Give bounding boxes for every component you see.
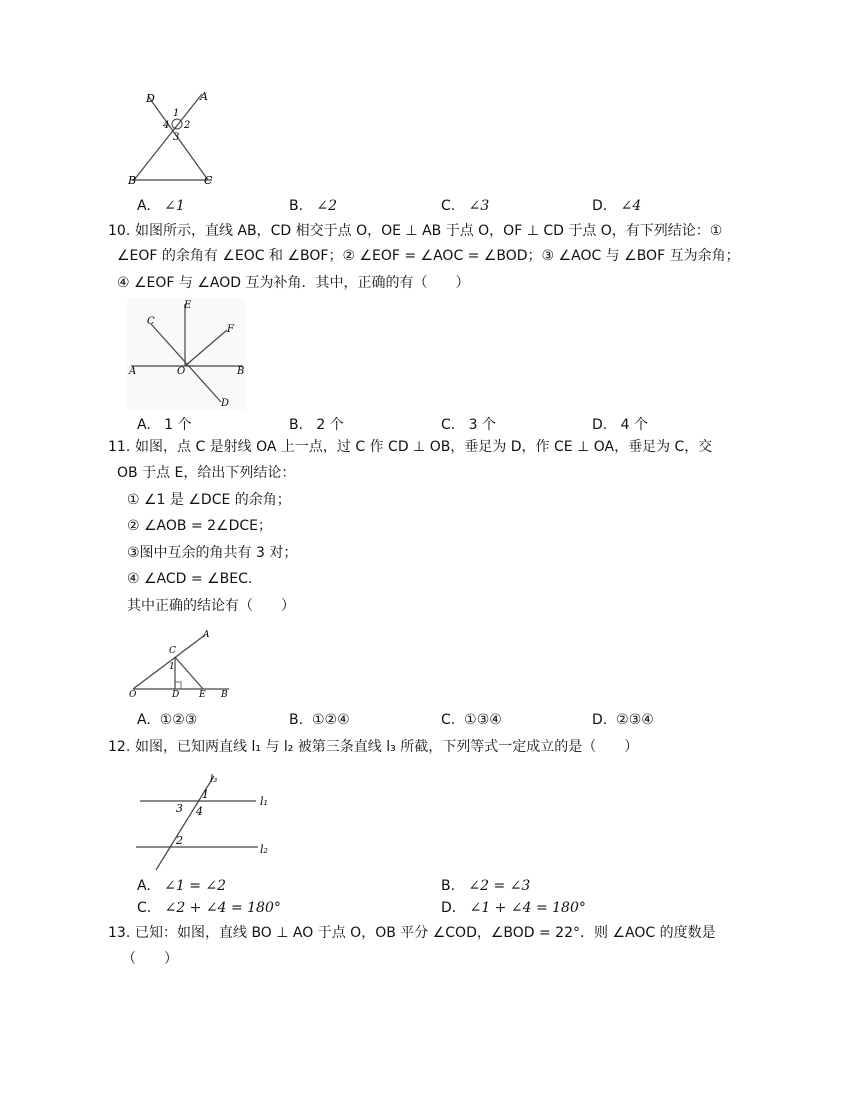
q11-label-D: D	[172, 690, 180, 699]
q12-label-l2: l₂	[260, 843, 268, 856]
q10-option-b	[289, 414, 344, 434]
q12-figure	[130, 768, 278, 872]
q11-option-d	[592, 712, 654, 728]
q10-figure	[127, 298, 245, 410]
q11-line-1: 如图，点 C 是射线 OA 上一点，过 C 作 CD ⊥ OB，垂足为 D，作 CE ⊥ OA，垂足为 C，交	[135, 439, 713, 455]
option-text: ∠2	[316, 198, 338, 214]
q11-item-2: ② ∠AOB = 2∠DCE；	[127, 518, 272, 534]
q11-label-A: A	[203, 630, 210, 640]
q12-number: 12.	[108, 739, 131, 755]
option-letter: D.	[592, 712, 608, 728]
option-letter: A.	[137, 198, 151, 214]
q9-option-d	[592, 198, 641, 214]
option-text: ∠1	[164, 198, 185, 214]
q11-option-a	[137, 712, 197, 728]
option-letter: B.	[441, 878, 456, 894]
option-text: 1 个	[164, 417, 192, 433]
q12-label-2: 2	[176, 834, 183, 847]
q10-option-d	[592, 414, 648, 434]
q9-label-2: 2	[184, 120, 191, 131]
q11-label-C: C	[169, 646, 176, 656]
option-text: ∠1 = ∠2	[164, 878, 227, 894]
q10-label-F: F	[227, 324, 234, 335]
q10-option-c	[441, 414, 496, 434]
q11-item-1: ① ∠1 是 ∠DCE 的余角；	[127, 492, 291, 508]
q9-option-b	[289, 198, 337, 214]
q11-number: 11.	[108, 439, 131, 455]
q11-option-c	[441, 712, 502, 728]
option-text: ①②④	[311, 712, 350, 728]
option-text: 4 个	[620, 417, 648, 433]
q10-option-a	[137, 414, 192, 434]
q13-line-2: （ ）	[122, 951, 178, 967]
option-text: ②③④	[616, 712, 654, 728]
q10-line-3: ④ ∠EOF 与 ∠AOD 互为补角．其中，正确的有（ ）	[117, 275, 470, 291]
q11-question: 其中正确的结论有（ ）	[127, 598, 295, 614]
option-letter: C.	[441, 417, 456, 433]
option-text: ①③④	[464, 712, 502, 728]
q12-label-3: 3	[176, 802, 183, 815]
option-letter: C.	[137, 900, 152, 916]
option-text: 2 个	[316, 417, 344, 433]
q10-label-A: A	[129, 366, 137, 377]
option-letter: D.	[592, 417, 608, 433]
option-letter: B.	[289, 417, 304, 433]
option-text: 3 个	[468, 417, 496, 433]
q11-line-2: OB 于点 E，给出下列结论：	[117, 465, 296, 481]
q10-label-C: C	[147, 316, 155, 327]
q10-label-D: D	[221, 398, 230, 409]
q12-label-l1: l₁	[260, 795, 268, 808]
option-letter: C.	[441, 198, 456, 214]
q12-line-1: 如图，已知两直线 l₁ 与 l₂ 被第三条直线 l₃ 所截，下列等式一定成立的是（ ）	[135, 739, 639, 755]
q9-option-a	[137, 198, 185, 214]
q9-label-B: B	[128, 174, 137, 186]
q11-label-O: O	[129, 690, 137, 699]
option-letter: D.	[592, 198, 608, 214]
option-text: ∠1 + ∠4 = 180°	[469, 900, 586, 916]
q10-label-O: O	[177, 366, 186, 377]
q12-option-c	[137, 900, 281, 916]
q13-line-1: 已知：如图，直线 BO ⊥ AO 于点 O，OB 平分 ∠COD，∠BOD = 22°．则 ∠AOC 的度数是	[135, 925, 716, 941]
q12-option-b	[441, 878, 530, 894]
q9-label-A: A	[200, 90, 208, 103]
option-letter: D.	[441, 900, 457, 916]
q10-label-E: E	[184, 300, 192, 311]
q9-label-4: 4	[163, 120, 170, 131]
q11-item-3: ③图中互余的角共有 3 对；	[127, 545, 298, 561]
q13-number: 13.	[108, 925, 131, 941]
q10-line-1: 如图所示，直线 AB，CD 相交于点 O，OE ⊥ AB 于点 O，OF ⊥ CD 于点 O，有下列结论：①	[135, 223, 723, 239]
q10-number: 10.	[108, 223, 131, 239]
q11-item-4: ④ ∠ACD = ∠BEC.	[127, 571, 253, 587]
option-text: ∠4	[620, 198, 642, 214]
q11-label-1: 1	[169, 662, 175, 672]
q11-figure	[127, 627, 237, 699]
option-text: ①②③	[159, 712, 198, 728]
q9-option-c	[441, 198, 489, 214]
option-letter: A.	[137, 712, 151, 728]
option-text: ∠2 = ∠3	[468, 878, 531, 894]
option-letter: B.	[289, 712, 304, 728]
option-text: ∠3	[468, 198, 490, 214]
q9-label-C: C	[204, 174, 213, 186]
option-letter: C.	[441, 712, 456, 728]
q10-line-2: ∠EOF 的余角有 ∠EOC 和 ∠BOF；② ∠EOF = ∠AOC = ∠BOD；③ ∠AOC 与 ∠BOF 互为余角；	[117, 248, 740, 264]
q12-option-d	[441, 900, 586, 916]
q12-label-4: 4	[196, 805, 203, 818]
option-letter: B.	[289, 198, 304, 214]
q12-label-1: 1	[202, 788, 209, 801]
q11-option-b	[289, 712, 350, 728]
option-letter: A.	[137, 417, 151, 433]
q9-label-D: D	[146, 92, 155, 105]
q12-label-l3: l₃	[210, 774, 218, 785]
q9-label-1: 1	[173, 108, 180, 119]
q9-label-3: 3	[173, 132, 180, 143]
q12-option-a	[137, 878, 226, 894]
q11-label-B: B	[221, 690, 228, 699]
q11-label-E: E	[199, 690, 206, 699]
q9-figure	[126, 86, 226, 186]
q10-label-B: B	[237, 366, 245, 377]
option-letter: A.	[137, 878, 151, 894]
option-text: ∠2 + ∠4 = 180°	[164, 900, 281, 916]
